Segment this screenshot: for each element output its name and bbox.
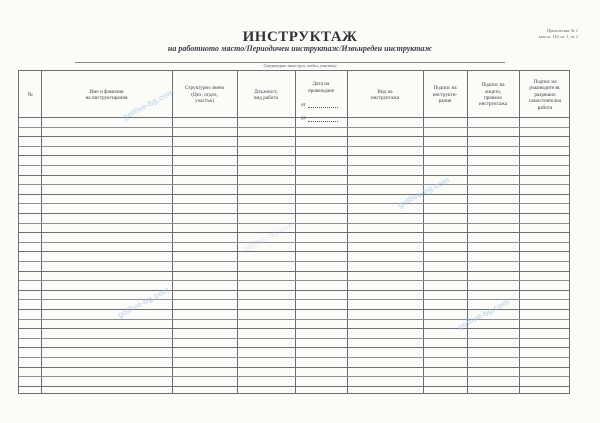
table-row-line	[19, 261, 569, 262]
table-row-line	[19, 146, 569, 147]
appendix-note	[539, 28, 578, 40]
table-row-line	[19, 367, 569, 368]
table-row-line	[19, 299, 569, 300]
table-row-line	[19, 251, 569, 252]
header-position: Длъжност, вид работа	[254, 88, 278, 101]
header-date-label: Дата на провеждане	[307, 81, 335, 94]
header-signature-instructed: Подпис на инструкти- рания	[432, 85, 458, 105]
table-row-line	[19, 232, 569, 233]
watermark: golfive-bg.com	[396, 175, 451, 210]
table-row-line	[19, 203, 569, 204]
table-row-line	[19, 347, 569, 348]
table-row-line	[19, 184, 569, 185]
header-signature-instructor: Подпис на лицето, провело инструктажа	[478, 82, 508, 108]
header-name: Име и фамилия на инструктирания	[85, 88, 128, 101]
table-row-line	[19, 155, 569, 156]
table-row-line	[19, 194, 569, 195]
header-divider	[19, 117, 569, 118]
appendix-line-2: към чл. 11б, ал. 1, т. 1	[538, 34, 578, 39]
header-number: №	[27, 91, 33, 98]
table-row-line	[19, 338, 569, 339]
table-row-line	[19, 242, 569, 243]
form-title: ИНСТРУКТАЖ	[242, 29, 358, 45]
table-row-line	[19, 175, 569, 176]
date-from-label: от	[301, 101, 306, 108]
table-row-line	[19, 376, 569, 377]
instruction-table	[18, 70, 570, 394]
table-row-line	[19, 165, 569, 166]
date-to-label: до	[301, 115, 307, 122]
table-row-line	[19, 213, 569, 214]
date-from-row	[301, 102, 347, 108]
header-date	[295, 75, 347, 122]
form-subtitle: на работното място/Периодичен инструктаж/Извънреден инструктаж	[167, 44, 433, 53]
structural-unit-note: Структурно звено (цех, отдел, участък)	[263, 63, 337, 68]
table-row-line	[19, 136, 569, 137]
header-instruction-type: Вид на инструктажа	[370, 88, 400, 101]
table-row-line	[19, 290, 569, 291]
watermark: golfive-bg.com	[116, 285, 171, 320]
table-row-line	[19, 386, 569, 387]
table-row-line	[19, 319, 569, 320]
watermark: golfive-bg.com	[456, 297, 511, 332]
watermark: golfive-bg.com	[121, 87, 176, 122]
table-row-line	[19, 271, 569, 272]
table-row-line	[19, 127, 569, 128]
table-row-line	[19, 328, 569, 329]
appendix-line-1: Приложение № 1	[547, 28, 578, 33]
watermark: golfive-bg.com	[241, 219, 296, 254]
header-signature-manager: Подпис на ръководителя, разрешил самостоятелна работа	[528, 78, 562, 111]
header-structural-unit: Структурно звено (Цех, отдел, участък)	[184, 85, 225, 105]
table-row-line	[19, 280, 569, 281]
table-row-line	[19, 357, 569, 358]
